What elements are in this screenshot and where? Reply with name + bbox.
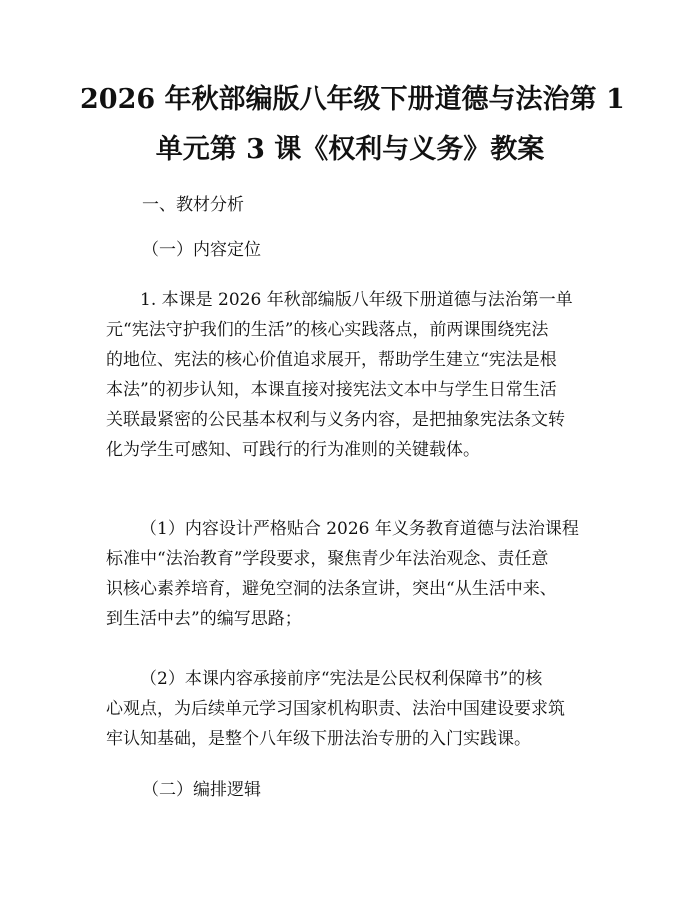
paragraph-line: 标准中“法治教育”学段要求，聚焦青少年法治观念、责任意 xyxy=(106,549,549,569)
paragraph-line: 化为学生可感知、可践行的行为准则的关键载体。 xyxy=(106,440,480,460)
paragraph-line: 1. 本课是 2026 年秋部编版八年级下册道德与法治第一单 xyxy=(140,290,573,310)
paragraph-line: 心观点，为后续单元学习国家机构职责、法治中国建设要求筑 xyxy=(106,699,565,719)
paragraph-2 xyxy=(106,514,606,634)
paragraph-line: 元“宪法守护我们的生活”的核心实践落点，前两课围绕宪法 xyxy=(106,320,549,340)
paragraph-line: 的地位、宪法的核心价值追求展开，帮助学生建立“宪法是根 xyxy=(106,350,557,370)
section-heading-teaching-material-analysis: 一、教材分析 xyxy=(142,195,244,215)
paragraph-line: （1）内容设计严格贴合 2026 年义务教育道德与法治课程 xyxy=(140,519,579,539)
document-title-line-1: 2026 年秋部编版八年级下册道德与法治第 1 xyxy=(80,84,625,115)
document-title-line-2: 单元第 3 课《权利与义务》教案 xyxy=(155,134,545,165)
paragraph-line: 到生活中去”的编写思路； xyxy=(106,609,302,629)
paragraph-3 xyxy=(106,664,606,754)
subsection-heading-arrangement-logic: （二）编排逻辑 xyxy=(142,780,261,800)
paragraph-1 xyxy=(106,285,606,465)
paragraph-line: 识核心素养培育，避免空洞的法条宣讲，突出“从生活中来、 xyxy=(106,579,557,599)
paragraph-line: 关联最紧密的公民基本权利与义务内容，是把抽象宪法条文转 xyxy=(106,410,565,430)
subsection-heading-content-positioning: （一）内容定位 xyxy=(142,240,261,260)
paragraph-line: 本法”的初步认知，本课直接对接宪法文本中与学生日常生活 xyxy=(106,380,557,400)
paragraph-line: 牢认知基础，是整个八年级下册法治专册的入门实践课。 xyxy=(106,729,531,749)
paragraph-line: （2）本课内容承接前序“宪法是公民权利保障书”的核 xyxy=(140,669,543,689)
